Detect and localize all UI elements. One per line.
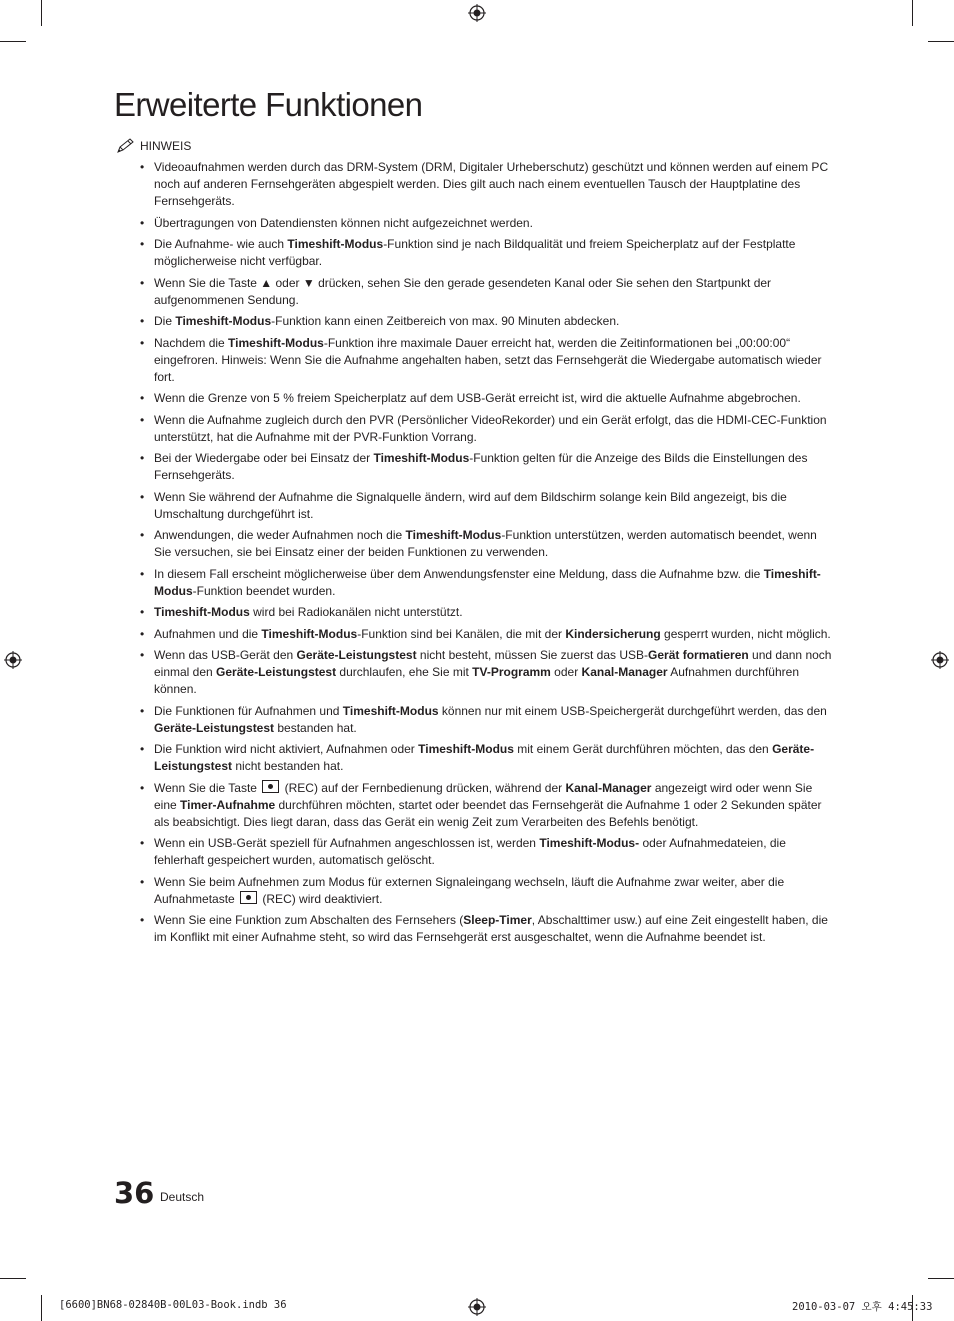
menu-term: Timeshift-Modus — [418, 742, 514, 756]
menu-term: Timeshift-Modus — [154, 605, 250, 619]
menu-term: Timeshift-Modus — [175, 314, 272, 328]
text-run: -Funktion gelten für die Anzeige des Bilds die Einstellungen des Fernsehgeräts. — [154, 451, 808, 482]
text-run: bestanden hat. — [274, 720, 357, 735]
menu-term: Geräte-Leistungstest — [296, 648, 417, 662]
text-run: Anwendungen, die weder Aufnahmen noch die — [154, 528, 406, 542]
text-run: nicht bestanden hat. — [232, 759, 344, 773]
text-run: Aufnahmen und die — [154, 626, 262, 641]
list-item — [137, 159, 837, 210]
text-run: Wenn Sie eine Funktion zum Abschalten des Fernsehers ( — [154, 913, 464, 927]
crop-mark-bottom-right-h — [928, 1278, 954, 1279]
text-run: -Funktion kann einen Zeitbereich von max. 90 Minuten abdecken. — [271, 314, 620, 328]
list-item — [137, 780, 837, 831]
crop-mark-bottom-left-v — [41, 1295, 42, 1321]
list-item — [137, 527, 837, 561]
text-run: Wenn Sie die Taste — [154, 780, 261, 795]
text-run: Übertragungen von Datendiensten können nicht aufgezeichnet werden. — [154, 215, 533, 230]
text-run: wird bei Radiokanälen nicht unterstützt. — [249, 605, 463, 619]
text-run: und dann noch einmal den — [154, 648, 832, 679]
menu-term: Timer-Aufnahme — [180, 797, 276, 812]
list-item — [137, 275, 837, 309]
menu-term: Timeshift-Modus — [261, 626, 358, 641]
menu-term: Kanal-Manager — [565, 780, 652, 795]
list-item — [137, 566, 837, 600]
text-run: Wenn ein USB-Gerät speziell für Aufnahmen angeschlossen ist, werden — [154, 836, 540, 850]
text-run: Wenn Sie während der Aufnahme die Signalquelle ändern, wird auf dem Bildschirm solange kein Bild angezeigt, bis die Umschaltung durchgeführt ist. — [154, 489, 787, 521]
menu-term: Kanal-Manager — [581, 665, 668, 679]
list-item — [137, 626, 837, 643]
list-item — [137, 450, 837, 484]
menu-term: Kindersicherung — [565, 626, 661, 641]
menu-term: Geräte-Leistungstest — [154, 742, 815, 773]
crop-mark-bottom-left-h — [0, 1278, 26, 1279]
text-run: Videoaufnahmen werden durch das DRM-System (DRM, Digitaler Urheberschutz) geschützt und können werden auf einem PC noch auf anderen Fernsehgeräten abgespielt werden. Dies gilt auch nach einem eventuellen Tausch der Hauptplatine des Fernsehgeräts. — [154, 160, 829, 208]
text-run: (REC) wird deaktiviert. — [259, 891, 383, 906]
text-run: Nachdem die — [154, 335, 229, 350]
record-dot-icon — [262, 780, 279, 793]
text-run: Wenn das USB-Gerät den — [154, 648, 297, 662]
text-run: Die — [154, 314, 176, 328]
note-label: HINWEIS — [140, 139, 192, 153]
crop-mark-top-right-v — [912, 0, 913, 26]
menu-term: Timeshift-Modus — [154, 566, 821, 598]
text-run: durchführen möchten, startet oder beendet das Fernsehgerät die Aufnahme 1 oder 2 Sekunden später als beabsichtigt. Dies liegt daran, dass das Gerät ein wenig Zeit zum Verarbeiten des Befehls benötigt. — [154, 797, 822, 829]
menu-term: TV-Programm — [472, 665, 551, 679]
text-run: Die Funktionen für Aufnahmen und — [154, 703, 343, 718]
registration-mark-icon — [468, 4, 486, 22]
list-item — [137, 912, 837, 946]
list-item — [137, 412, 837, 446]
text-run: Die Funktion wird nicht aktiviert, Aufnahmen oder — [154, 742, 419, 756]
text-run: oder — [550, 665, 582, 679]
text-run: mit einem Gerät durchführen möchten, das den — [513, 742, 773, 756]
record-dot-icon — [240, 891, 257, 904]
note-bullet-list — [137, 159, 837, 951]
text-run: Wenn Sie beim Aufnehmen zum Modus für externen Signaleingang wechseln, läuft die Aufnahme zwar weiter, aber die Aufnahmetaste — [154, 874, 785, 906]
menu-term: Geräte-Leistungstest — [216, 665, 337, 679]
list-item — [137, 703, 837, 737]
text-run: (REC) auf der Fernbedienung drücken, während der — [281, 780, 566, 795]
crop-mark-top-left-v — [41, 0, 42, 26]
list-item — [137, 835, 837, 869]
registration-mark-icon — [468, 1298, 486, 1316]
list-item — [137, 390, 837, 407]
text-run: nicht besteht, müssen Sie zuerst das USB- — [416, 648, 649, 662]
crop-mark-top-left-h — [0, 41, 26, 42]
text-run: Die Aufnahme- wie auch — [154, 237, 288, 251]
text-run: -Funktion ihre maximale Dauer erreicht hat, werden die Zeitinformationen bei „00:00:00“ eingefroren. Hinweis: Wenn Sie die Aufnahme angehalten haben, setzt das Fernsehgerät die Wiedergabe automatisch wieder fort. — [154, 335, 822, 384]
text-run: Wenn die Grenze von 5 % freiem Speicherplatz auf dem USB-Gerät erreicht ist, wird die aktuelle Aufnahme abgebrochen. — [154, 391, 801, 405]
text-run: -Funktion sind je nach Bildqualität und freiem Speicherplatz auf der Festplatte möglicherweise nicht verfügbar. — [154, 237, 796, 268]
list-item — [137, 236, 837, 270]
text-run: -Funktion sind bei Kanälen, die mit der — [357, 626, 566, 641]
footer-file-info: [6600]BN68-02840B-00L03-Book.indb 36 — [59, 1299, 287, 1311]
menu-term: Timeshift-Modus — [342, 703, 439, 718]
text-run: , Abschalttimer usw.) auf eine Zeit eingestellt haben, die im Konflikt mit einer Aufnahme steht, so wird das Fernsehgerät erst ausgeschaltet, wenn die Aufnahme beendet ist. — [154, 913, 828, 944]
list-item — [137, 741, 837, 775]
menu-term: Sleep-Timer — [463, 913, 532, 927]
menu-term: Timeshift-Modus- — [539, 836, 640, 850]
pencil-note-icon — [116, 138, 136, 154]
list-item — [137, 489, 837, 523]
page-number: 36 — [114, 1176, 155, 1210]
text-run: In diesem Fall erscheint möglicherweise über dem Anwendungsfenster eine Meldung, dass die Aufnahme bzw. die — [154, 566, 764, 581]
list-item — [137, 647, 837, 698]
page-title: Erweiterte Funktionen — [114, 86, 423, 123]
text-run: Wenn Sie die Taste ▲ oder ▼ drücken, sehen Sie den gerade gesendeten Kanal oder Sie sehen den Startpunkt der aufgenommenen Sendung. — [154, 275, 772, 307]
menu-term: Geräte-Leistungstest — [154, 720, 275, 735]
menu-term: Timeshift-Modus — [287, 237, 384, 251]
text-run: oder Aufnahmedateien, die fehlerhaft gespeichert wurden, automatisch gelöscht. — [154, 836, 786, 867]
list-item — [137, 874, 837, 908]
registration-mark-icon — [931, 651, 949, 669]
menu-term: Timeshift-Modus — [405, 528, 502, 542]
page-language: Deutsch — [160, 1190, 205, 1204]
text-run: Aufnahmen durchführen können. — [154, 665, 799, 696]
list-item — [137, 604, 837, 621]
list-item — [137, 215, 837, 232]
text-run: -Funktion unterstützen, werden automatisch beendet, wenn Sie versuchen, sie bei Einsatz einer der beiden Funktionen zu verwenden. — [154, 528, 817, 559]
note-heading — [116, 138, 191, 154]
list-item — [137, 335, 837, 386]
text-run: durchlaufen, ehe Sie mit — [336, 665, 473, 679]
registration-mark-icon — [4, 651, 22, 669]
text-run: Wenn die Aufnahme zugleich durch den PVR (Persönlicher VideoRekorder) und ein Gerät erfolgt, das die HDMI-CEC-Funktion unterstützt, hat die Aufnahme mit der PVR-Funktion Vorrang. — [154, 412, 827, 444]
crop-mark-top-right-h — [928, 41, 954, 42]
footer-date-info: 2010-03-07 오후 4:45:33 — [792, 1301, 933, 1313]
text-run: können nur mit einem USB-Speichergerät durchgeführt werden, das den — [438, 703, 827, 718]
list-item — [137, 313, 837, 330]
text-run: -Funktion beendet wurden. — [192, 583, 336, 598]
text-run: angezeigt wird oder wenn Sie eine — [154, 780, 813, 812]
text-run: Bei der Wiedergabe oder bei Einsatz der — [154, 451, 374, 465]
text-run: gesperrt wurden, nicht möglich. — [660, 626, 831, 641]
menu-term: Timeshift-Modus — [228, 335, 324, 350]
menu-term: Gerät formatieren — [648, 648, 749, 662]
menu-term: Timeshift-Modus — [373, 451, 470, 465]
